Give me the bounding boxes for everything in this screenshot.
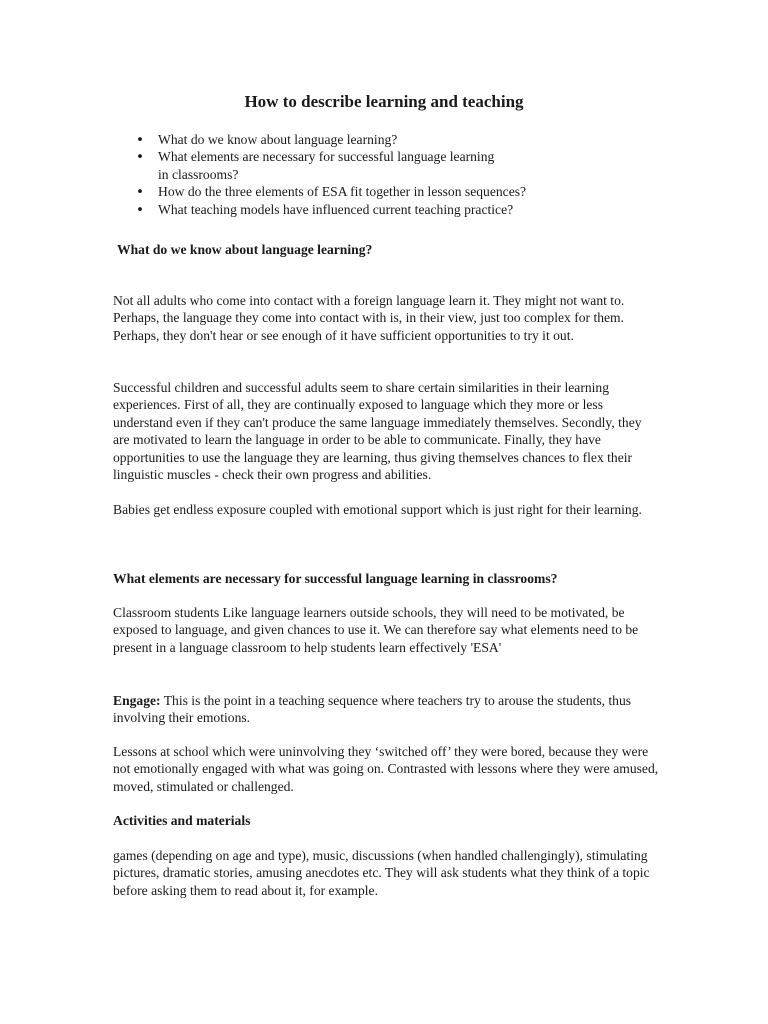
question-list: [136, 131, 616, 218]
engage-paragraph: [113, 692, 661, 727]
paragraph: Lessons at school which were uninvolving they ‘switched off’ they were bored, because they were not emotionally engaged with what was going on. Contrasted with lessons where they were amused, moved, stimulated or challenged.: [113, 744, 659, 794]
section-heading-activities: Activities and materials: [113, 813, 251, 828]
section-heading-classroom-elements: What elements are necessary for successful language learning in classrooms?: [113, 571, 558, 586]
section-heading-language-learning: What do we know about language learning?: [117, 242, 373, 257]
paragraph: Babies get endless exposure coupled with emotional support which is just right for their learning.: [113, 502, 642, 517]
bullet-icon: [136, 131, 146, 149]
paragraph: Classroom students Like language learners outside schools, they will need to be motivated, be exposed to language, and given chances to use it. We can therefore say what elements need to be present in a language classroom to help students learn effectively 'ESA': [113, 605, 639, 655]
list-item-text: What do we know about language learning?: [158, 132, 398, 147]
paragraph: Successful children and successful adults seem to share certain similarities in their learning experiences. First of all, they are continually exposed to language which they more or less understand even if they can't produce the same language immediately themselves. Secondly, they are motivated to learn the language in order to be able to communicate. Finally, they have opportunities to use the language they are learning, thus giving themselves chances to flex their linguistic muscles - check their own progress and abilities.: [113, 380, 642, 483]
list-item-text: How do the three elements of ESA fit together in lesson sequences?: [158, 184, 527, 200]
engage-label: Engage:: [113, 693, 161, 708]
bullet-icon: [136, 201, 146, 219]
paragraph: games (depending on age and type), music, discussions (when handled challengingly), stimulating pictures, dramatic stories, amusing anecdotes etc. They will ask students what they think of a topic before asking them to read about it, for example.: [113, 848, 650, 898]
list-item: [136, 183, 616, 200]
list-item-text-continued: in classrooms?: [158, 166, 239, 182]
list-item: [136, 148, 616, 183]
engage-text: This is the point in a teaching sequence where teachers try to arouse the students, thus involving their emotions.: [113, 693, 632, 726]
list-item-text: What teaching models have influenced current teaching practice?: [158, 201, 514, 217]
list-item: [136, 201, 616, 218]
paragraph: Not all adults who come into contact with a foreign language learn it. They might not want to. Perhaps, the language they come into contact with is, in their view, just too complex for them. Perhaps, they don't hear or see enough of it have sufficient opportunities to try it out.: [113, 293, 625, 343]
page-title: How to describe learning and teaching: [244, 92, 524, 111]
list-item: [136, 131, 616, 148]
bullet-icon: [136, 183, 146, 201]
bullet-icon: [136, 148, 146, 166]
list-item-text: What elements are necessary for successful language learning: [158, 149, 495, 165]
